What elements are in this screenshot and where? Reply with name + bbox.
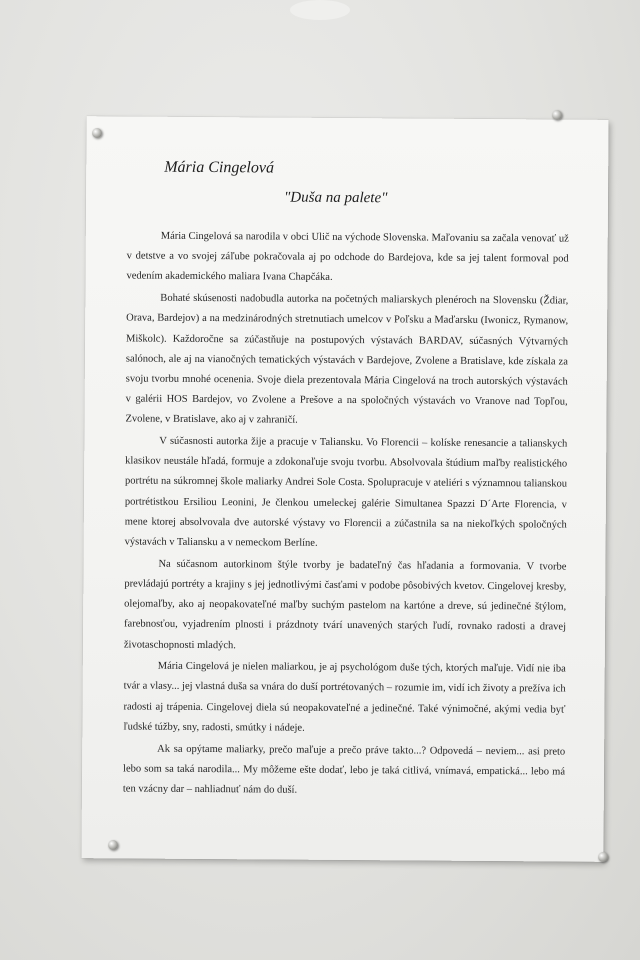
wall-texture [290, 0, 350, 20]
paragraph-2: Bohaté skúsenosti nadobudla autorka na početných maliarskych plenéroch na Slovensku (Ždiar, Orava, Bardejov) a na medzinárodných stretnutiach umelcov v Poľsku a Maďarsku (Iwonicz, Rymanow, Miškolc). Každoročne sa zúčastňuje na postupových výstavách BARDAV, súčasných Výtvarných salónoch, ale aj na vianočných tematických výstavách v Bardejove, Zvolene a Bratislave, kde získala za svoju tvorbu mnohé ocenenia. Svoje diela prezentovala Mária Cingelová na troch autorských výstavách v galérii HOS Bardejov, vo Zvolene a Prešove a na spoločných výstavách vo Vranove nad Topľou, Zvolene, v Bratislave, ako aj v zahraničí. [125, 292, 569, 426]
pushpin-icon [92, 128, 102, 138]
paragraph-5: Mária Cingelová je nielen maliarkou, je aj psychológom duše tých, ktorých maľuje. Vidí nie iba tvár a vlasy... jej vlastná duša sa vnára do duší portrétovaných – rozumie im, vidí ich životy a prežíva ich radosti aj trápenia. Cingelovej diela sú neopakovateľné a jedinečné. Také výnimočné, akými vedia byť ľudské túžby, sny, radosti, smútky i nádeje. [123, 660, 566, 734]
document-sheet [81, 116, 608, 862]
pushpin-icon [108, 840, 118, 850]
paragraph-3: V súčasnosti autorka žije a pracuje v Taliansku. Vo Florencii – kolíske renesancie a talianskych klasikov neustále hľadá, formuje a zdokonaľuje svoju tvorbu. Absolvovala štúdium maľby realistického portrétu na súkromnej škole maliarky Andrei Sole Costa. Spolupracuje v ateliéri s významnou talianskou portrétistkou Ersiliou Leonini, Je členkou umeleckej galérie Simultanea Spazzi D´Arte Florencia, v mene ktorej absolvovala dve autorské výstavy vo Florencii a zúčastnila sa na niekoľkých spoločných výstavách v Taliansku a v nemeckom Berlíne. [124, 435, 568, 549]
pushpin-icon [598, 852, 608, 862]
document-title: "Duša na palete" [283, 189, 388, 207]
pushpin-icon [552, 110, 562, 120]
paragraph-1: Mária Cingelová sa narodila v obci Ulič na východe Slovenska. Maľovaniu sa začala venovať už v detstve a vo svojej záľube pokračovala aj po odchode do Bardejova, kde sa jej talent formoval pod vedením akademického maliara Ivana Chapčáka. [126, 230, 569, 284]
author-name: Mária Cingelová [164, 158, 275, 177]
document-body [123, 226, 569, 804]
paragraph-4: Na súčasnom autorkinom štýle tvorby je badateľný čas hľadania a formovania. V tvorbe prevládajú portréty a krajiny s jej jednotlivými časťami v podobe pôsobivých kvetov. Cingelovej kresby, olejomaľby, ako aj neopakovateľné maľby suchým pastelom na kartóne a dreve, sú jedinečné štýlom, farebnosťou, vyjadrením plnosti i prázdnoty tvárí unavených starých ľudí, rovnako radosti a dravej životaschopnosti mladých. [123, 558, 567, 651]
paragraph-6: Ak sa opýtame maliarky, prečo maľuje a prečo práve takto...? Odpovedá – neviem... asi preto lebo som sa taká narodila... My môžeme ešte dodať, lebo je taká citlivá, vnímavá, empatická... lebo má ten vzácny dar – nahliadnuť nám do duší. [122, 743, 566, 796]
